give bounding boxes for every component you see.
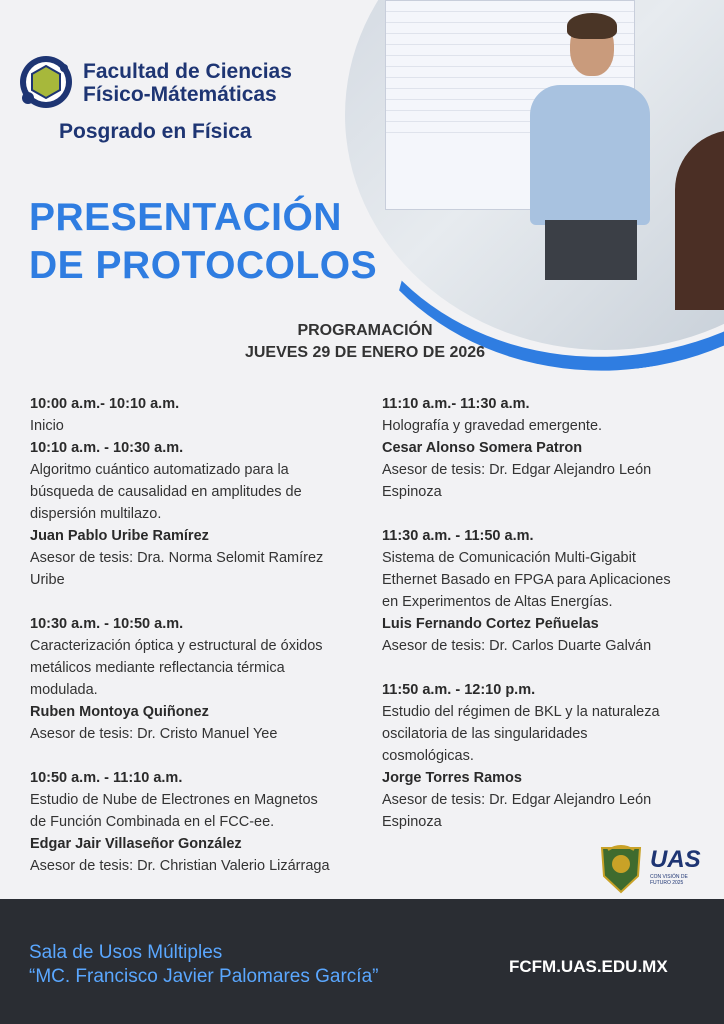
- advisor: Espinoza: [382, 814, 442, 830]
- presenter-name: Ruben Montoya Quiñonez: [30, 704, 209, 720]
- faculty-logo-icon: [18, 54, 74, 110]
- presenter-hair: [567, 13, 617, 39]
- main-title-line2: DE PROTOCOLOS: [29, 244, 378, 287]
- advisor: Asesor de tesis: Dr. Edgar Alejandro León: [382, 792, 652, 808]
- advisor: Asesor de tesis: Dr. Carlos Duarte Galván: [382, 638, 652, 654]
- presenter-name: Luis Fernando Cortez Peñuelas: [382, 616, 599, 632]
- presenter-name: Juan Pablo Uribe Ramírez: [30, 528, 209, 544]
- university-crest-icon: [598, 842, 644, 894]
- presenter-legs: [545, 220, 637, 280]
- schedule-right-column: [382, 393, 717, 833]
- session-title: en Experimentos de Altas Energías.: [382, 594, 613, 610]
- session-title: Caracterización óptica y estructural de óxidos: [30, 638, 323, 654]
- session-title: Sistema de Comunicación Multi-Gigabit: [382, 550, 636, 566]
- session-title: Estudio del régimen de BKL y la naturaleza: [382, 704, 660, 720]
- session-title: Algoritmo cuántico automatizado para la: [30, 462, 289, 478]
- session-time: 10:10 a.m. - 10:30 a.m.: [30, 440, 184, 456]
- session-title: Estudio de Nube de Electrones en Magnetos: [30, 792, 318, 808]
- session-title: Holografía y gravedad emergente.: [382, 418, 603, 434]
- session-time: 11:30 a.m. - 11:50 a.m.: [382, 528, 534, 544]
- venue-line1: Sala de Usos Múltiples: [29, 942, 223, 963]
- session-time: 10:30 a.m. - 10:50 a.m.: [30, 616, 184, 632]
- faculty-name-line1: Facultad de Ciencias: [83, 60, 292, 83]
- session-time: 10:00 a.m.- 10:10 a.m.: [30, 396, 180, 412]
- presenter-body: [530, 85, 650, 225]
- schedule-left-column: [30, 393, 375, 877]
- session-title: modulada.: [30, 682, 98, 698]
- schedule-heading: PROGRAMACIÓN: [297, 322, 433, 339]
- advisor: Asesor de tesis: Dr. Christian Valerio Lizárraga: [30, 858, 330, 874]
- main-title: [29, 194, 377, 290]
- session-title: dispersión multilazo.: [30, 506, 162, 522]
- presenter-photo: [345, 0, 724, 350]
- faculty-name: [83, 60, 292, 106]
- advisor: Asesor de tesis: Dra. Norma Selomit Ramírez: [30, 550, 324, 566]
- session-title: búsqueda de causalidad en amplitudes de: [30, 484, 302, 500]
- uas-logo-tagline: CON VISIÓN DE FUTURO 2025: [650, 874, 688, 886]
- session-time: 11:10 a.m.- 11:30 a.m.: [382, 396, 530, 412]
- advisor: Uribe: [30, 572, 65, 588]
- session-title: Ethernet Basado en FPGA para Aplicaciones: [382, 572, 671, 588]
- main-title-line1: PRESENTACIÓN: [29, 196, 342, 239]
- program-name: Posgrado en Física: [59, 120, 252, 143]
- session-title: metálicos mediante reflectancia térmica: [30, 660, 285, 676]
- schedule-date: JUEVES 29 DE ENERO DE 2026: [244, 344, 486, 361]
- audience-member: [675, 130, 724, 310]
- session-time: 11:50 a.m. - 12:10 p.m.: [382, 682, 536, 698]
- uas-logo-text: UAS: [650, 846, 701, 873]
- uas-logo: [650, 846, 714, 892]
- session-title: de Función Combinada en el FCC-ee.: [30, 814, 275, 830]
- presenter-name: Jorge Torres Ramos: [382, 770, 522, 786]
- advisor: Asesor de tesis: Dr. Edgar Alejandro León: [382, 462, 652, 478]
- venue-line2: “MC. Francisco Javier Palomares García”: [29, 966, 379, 987]
- session-title: oscilatoria de las singularidades: [382, 726, 588, 742]
- session-time: 10:50 a.m. - 11:10 a.m.: [30, 770, 183, 786]
- session-title: cosmológicas.: [382, 748, 474, 764]
- session-title: Inicio: [30, 418, 64, 434]
- advisor: Asesor de tesis: Dr. Cristo Manuel Yee: [30, 726, 278, 742]
- website-link[interactable]: FCFM.UAS.EDU.MX: [509, 957, 668, 976]
- faculty-name-line2: Físico-Mátemáticas: [83, 83, 277, 106]
- presenter-name: Edgar Jair Villaseñor González: [30, 836, 242, 852]
- presenter-name: Cesar Alonso Somera Patron: [382, 440, 583, 456]
- advisor: Espinoza: [382, 484, 442, 500]
